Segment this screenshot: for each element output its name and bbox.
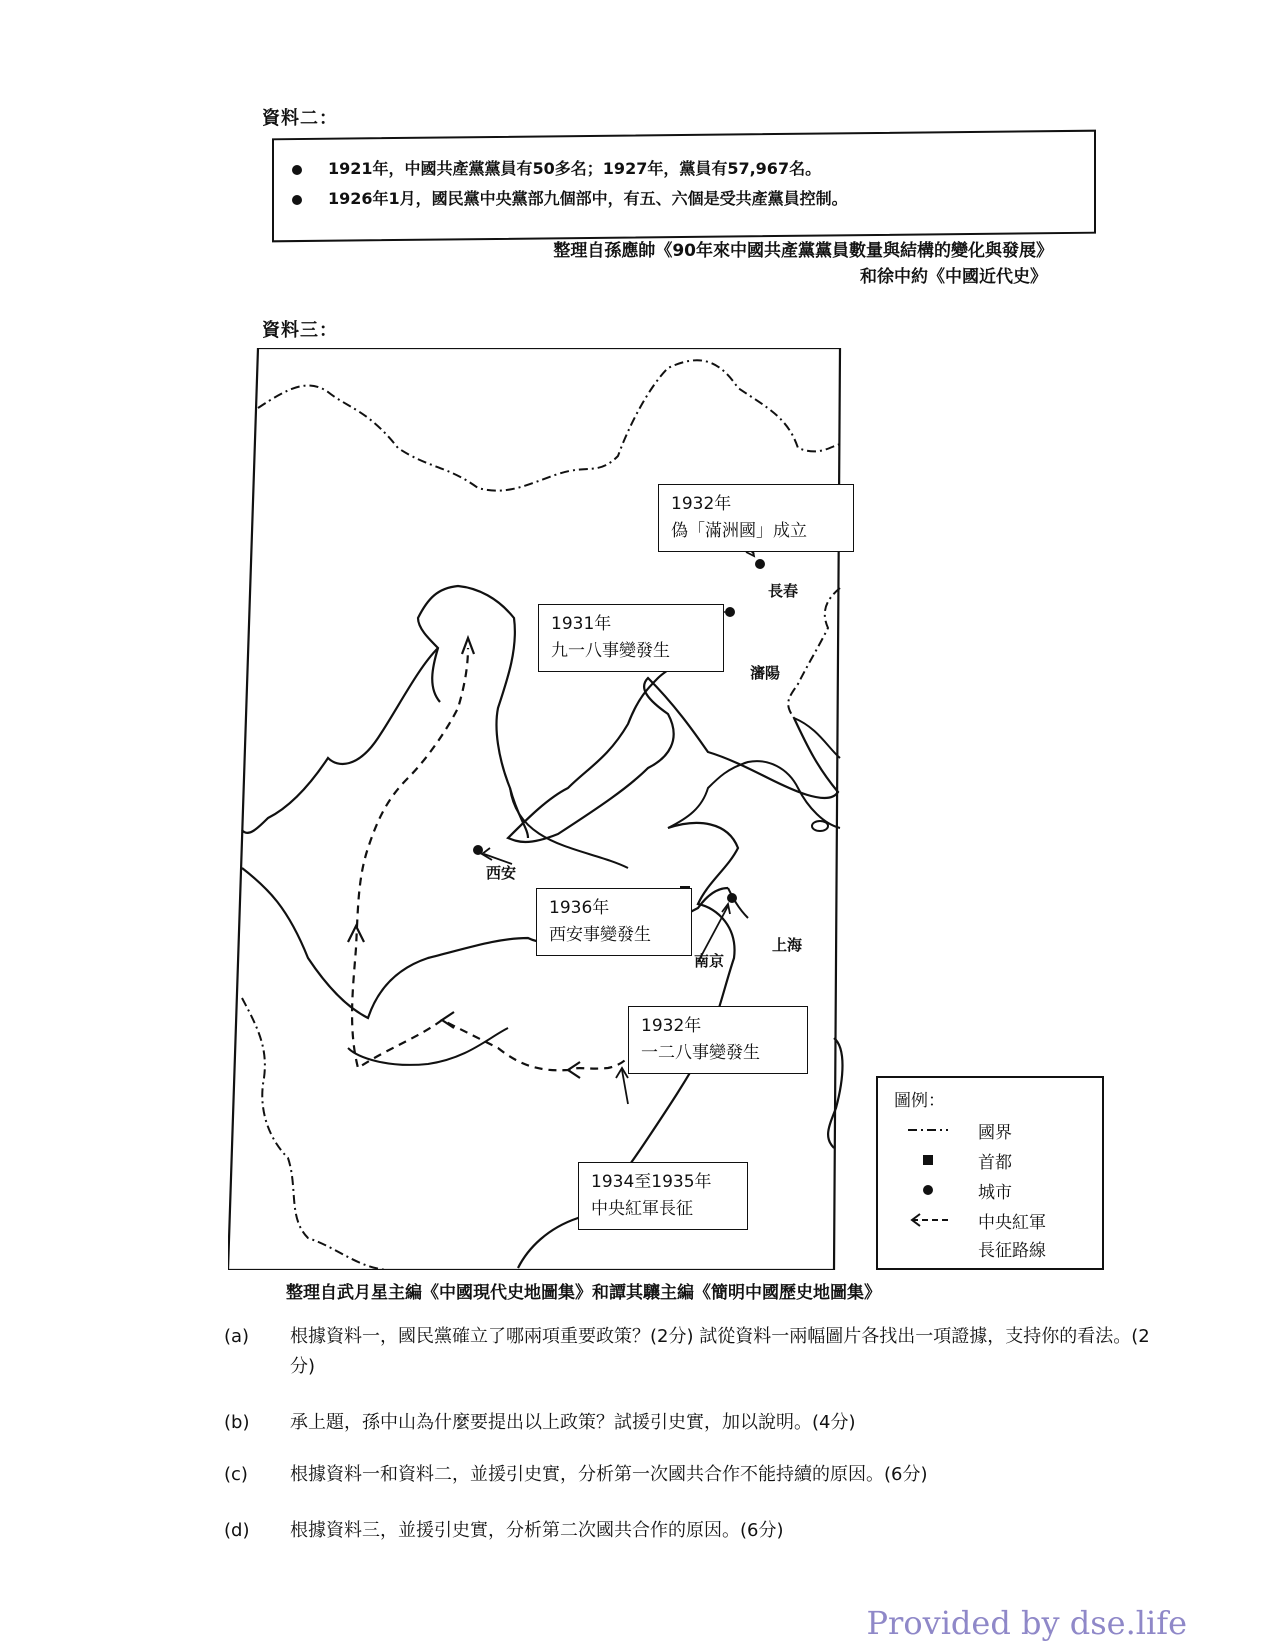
city-shanghai: 上海 [772,936,803,954]
legend-label-long-march: 長征路線 [978,1241,1046,1261]
northern-border [258,360,840,490]
question-label: (b) [224,1412,250,1433]
bohai-coastline [508,648,838,842]
island [812,821,828,831]
city-changchun: 長春 [768,582,799,600]
long-march-arrow-east-icon [568,1062,580,1078]
source2-bullet-2: 1926年1月，國民黨中央黨部九個部中，有五、六個是受共產黨員控制。 [292,186,848,209]
source2-credit-2: 和徐中約《中國近代史》 [860,267,1047,287]
callout-long-march: 1934至1935年 中央紅軍長征 [578,1162,748,1230]
question-label: (d) [224,1520,250,1541]
question-text: 根據資料一，國民黨確立了哪兩項重要政策？(2分) 試從資料一兩幅圖片各找出一項證據，支持你的看法。(2分) [290,1326,1150,1377]
dash-dot-line-icon [908,1122,948,1138]
bullet-icon [292,195,302,205]
long-march-route-east [442,1020,635,1070]
yellow-river-upper [242,648,438,833]
legend-label-border: 國界 [978,1123,1012,1143]
source2-label: 資料二： [262,108,338,129]
city-nanjing: 南京 [694,952,725,970]
square-icon [908,1152,948,1168]
callout-mukden: 1931年 九一八事變發生 [538,604,724,672]
legend-label-city: 城市 [978,1183,1012,1203]
source2-bullet-1: 1921年，中國共產黨黨員有50多名；1927年，黨員有57,967名。 [292,156,821,179]
dashed-arrow-icon [908,1212,948,1228]
shenyang-dot-icon [725,607,735,617]
city-xian: 西安 [486,864,517,882]
callout-manchukuo: 1932年 偽「滿洲國」成立 [658,484,854,552]
long-march-arrow-north-icon [462,638,474,654]
legend-title: 圖例： [894,1091,945,1111]
city-shenyang: 瀋陽 [750,664,781,682]
legend-label-red-army: 中央紅軍 [978,1213,1046,1233]
yellow-river [418,586,528,838]
question-label: (a) [224,1326,250,1347]
question-label: (c) [224,1464,248,1485]
source3-label: 資料三： [262,320,338,341]
question-text: 根據資料三，並援引史實，分析第二次國共合作的原因。(6分) [290,1520,784,1541]
northeast-border [788,588,840,718]
shanghai-dot-icon [727,893,737,903]
callout-xian-incident: 1936年 西安事變發生 [536,888,692,956]
callout-shanghai-incident: 1932年 一二八事變發生 [628,1006,808,1074]
bullet-icon [292,165,302,175]
dot-icon [908,1182,948,1198]
long-march-route-north [352,648,468,1068]
legend-label-capital: 首都 [978,1153,1012,1173]
long-march-arrow-west-icon [442,1012,454,1028]
korea-coast [794,718,840,758]
map-legend [876,1076,1104,1270]
question-text: 承上題，孫中山為什麼要提出以上政策？試援引史實，加以說明。(4分) [290,1412,856,1433]
yangtze-delta [728,888,748,918]
footer-watermark: Provided by dse.life [866,1604,1187,1642]
question-text: 根據資料一和資料二，並援引史實，分析第一次國共合作不能持續的原因。(6分) [290,1464,928,1485]
southwest-border [242,998,388,1270]
source3-credit: 整理自武月星主編《中國現代史地圖集》和譚其驤主編《簡明中國歷史地圖集》 [286,1283,881,1303]
changchun-dot-icon [755,559,765,569]
source2-credit-1: 整理自孫應帥《90年來中國共產黨黨員數量與結構的變化與發展》 [553,241,1053,261]
pearl-river [348,1028,508,1065]
